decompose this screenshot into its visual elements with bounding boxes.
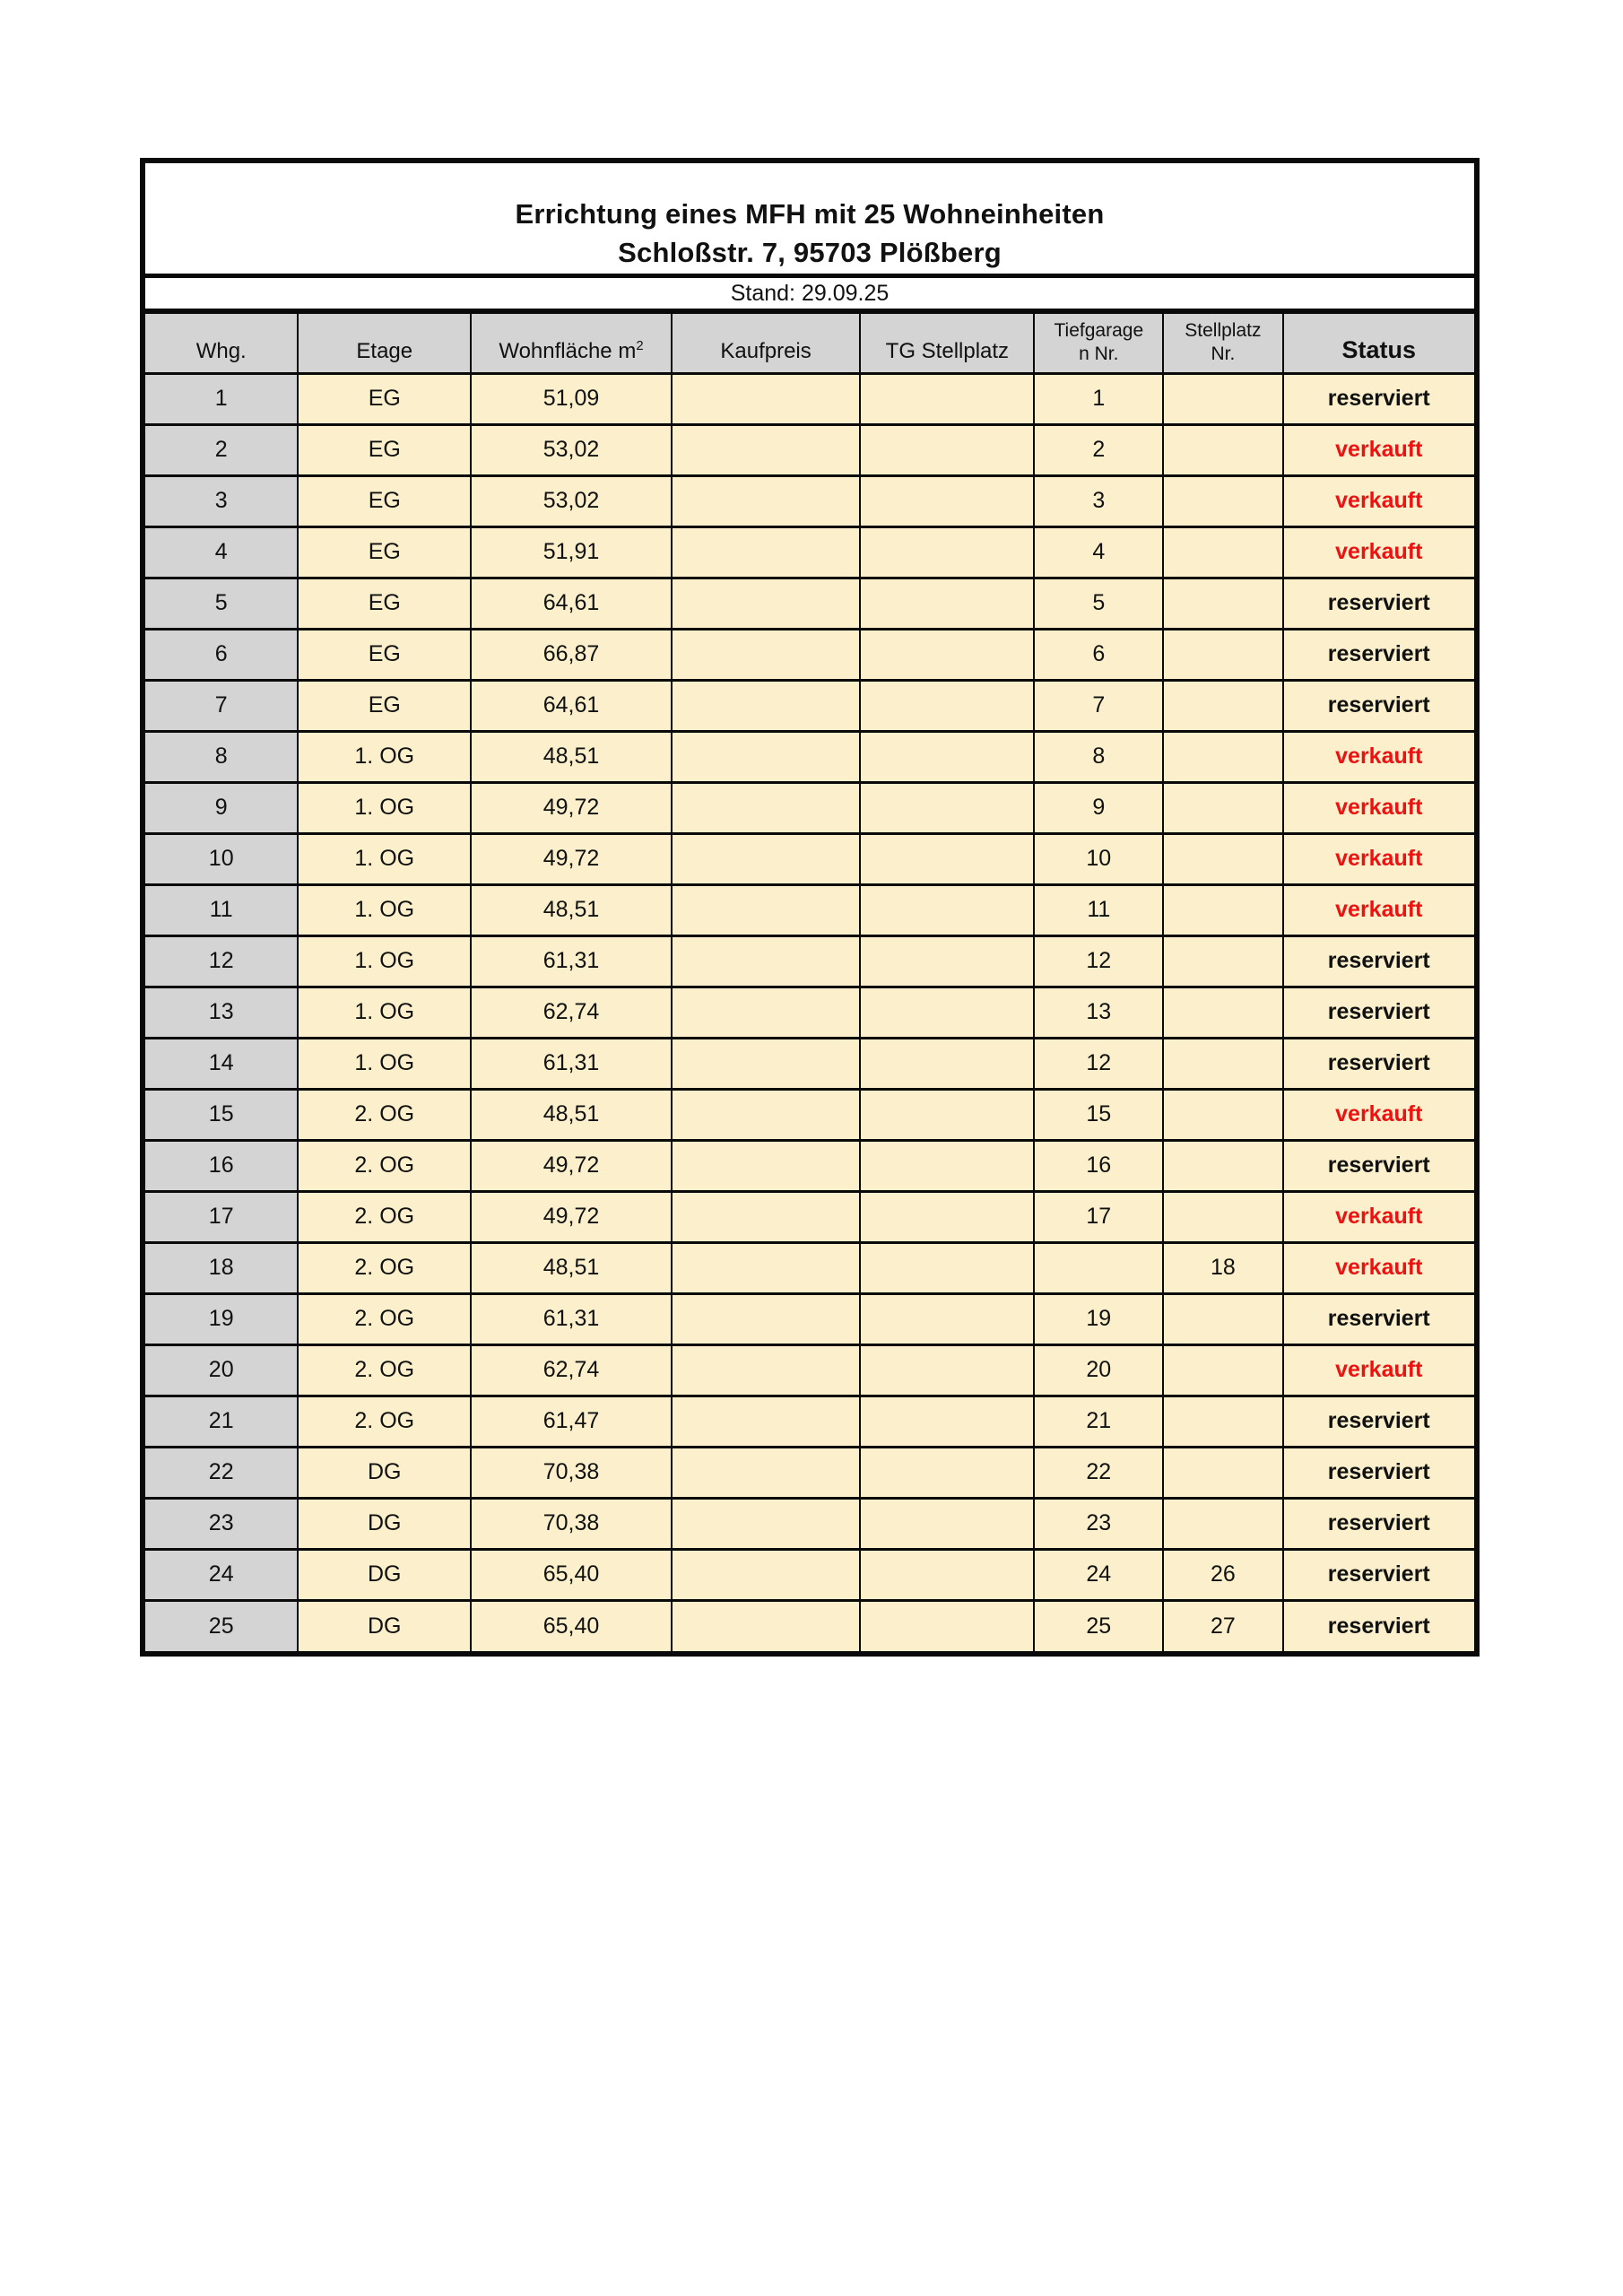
tg-stellplatz-cell xyxy=(860,1447,1034,1498)
etage-cell: 1. OG xyxy=(298,731,471,782)
table-row xyxy=(145,1293,1474,1344)
whg-cell: 10 xyxy=(145,833,298,884)
stellplatz-nr-cell xyxy=(1163,1498,1282,1549)
wohnflaeche-cell: 51,09 xyxy=(471,373,672,424)
table-row xyxy=(145,526,1474,578)
kaufpreis-cell xyxy=(672,935,860,987)
whg-cell: 8 xyxy=(145,731,298,782)
status-cell: reserviert xyxy=(1283,1038,1474,1089)
tiefgaragen-nr-cell: 11 xyxy=(1034,884,1163,935)
tiefgaragen-nr-cell: 16 xyxy=(1034,1140,1163,1191)
status-cell: reserviert xyxy=(1283,1498,1474,1549)
tg-stellplatz-cell xyxy=(860,373,1034,424)
status-cell: verkauft xyxy=(1283,884,1474,935)
etage-cell: 2. OG xyxy=(298,1089,471,1140)
wohnflaeche-cell: 53,02 xyxy=(471,475,672,526)
table-row xyxy=(145,629,1474,680)
tiefgaragen-nr-cell: 2 xyxy=(1034,424,1163,475)
tiefgaragen-nr-cell: 12 xyxy=(1034,1038,1163,1089)
tg-stellplatz-cell xyxy=(860,833,1034,884)
whg-cell: 19 xyxy=(145,1293,298,1344)
status-cell: reserviert xyxy=(1283,1396,1474,1447)
tg-stellplatz-cell xyxy=(860,1549,1034,1600)
stellplatz-nr-cell: 27 xyxy=(1163,1600,1282,1651)
units-table xyxy=(145,314,1474,1651)
table-row xyxy=(145,373,1474,424)
status-cell: reserviert xyxy=(1283,680,1474,731)
tg-stellplatz-cell xyxy=(860,1140,1034,1191)
status-cell: verkauft xyxy=(1283,1191,1474,1242)
whg-cell: 17 xyxy=(145,1191,298,1242)
whg-cell: 16 xyxy=(145,1140,298,1191)
etage-cell: EG xyxy=(298,578,471,629)
property-sales-sheet xyxy=(140,158,1480,1657)
kaufpreis-cell xyxy=(672,578,860,629)
status-cell: verkauft xyxy=(1283,833,1474,884)
table-header xyxy=(145,314,1474,373)
stellplatz-nr-cell: 18 xyxy=(1163,1242,1282,1293)
stellplatz-nr-cell xyxy=(1163,833,1282,884)
tg-stellplatz-cell xyxy=(860,629,1034,680)
status-cell: verkauft xyxy=(1283,731,1474,782)
kaufpreis-cell xyxy=(672,1344,860,1396)
title-box xyxy=(145,163,1474,278)
whg-cell: 6 xyxy=(145,629,298,680)
whg-cell: 4 xyxy=(145,526,298,578)
tg-stellplatz-cell xyxy=(860,884,1034,935)
tiefgaragen-nr-cell: 17 xyxy=(1034,1191,1163,1242)
whg-cell: 2 xyxy=(145,424,298,475)
wohnflaeche-cell: 61,31 xyxy=(471,935,672,987)
tiefgaragen-nr-cell: 6 xyxy=(1034,629,1163,680)
etage-cell: 1. OG xyxy=(298,987,471,1038)
kaufpreis-cell xyxy=(672,1549,860,1600)
wohnflaeche-cell: 66,87 xyxy=(471,629,672,680)
whg-cell: 5 xyxy=(145,578,298,629)
kaufpreis-cell xyxy=(672,1600,860,1651)
etage-cell: DG xyxy=(298,1549,471,1600)
stellplatz-nr-cell xyxy=(1163,680,1282,731)
whg-cell: 18 xyxy=(145,1242,298,1293)
etage-cell: 1. OG xyxy=(298,833,471,884)
etage-cell: 1. OG xyxy=(298,935,471,987)
table-row xyxy=(145,731,1474,782)
tiefgaragen-nr-cell: 22 xyxy=(1034,1447,1163,1498)
wohnflaeche-cell: 64,61 xyxy=(471,578,672,629)
wohnflaeche-cell: 65,40 xyxy=(471,1600,672,1651)
wohnflaeche-cell: 48,51 xyxy=(471,731,672,782)
etage-cell: 1. OG xyxy=(298,782,471,833)
kaufpreis-cell xyxy=(672,1396,860,1447)
stellplatz-nr-cell xyxy=(1163,1447,1282,1498)
whg-cell: 7 xyxy=(145,680,298,731)
stellplatz-nr-cell xyxy=(1163,884,1282,935)
column-header-wohnflaeche: Wohnfläche $m^2$ xyxy=(471,314,672,373)
tiefgaragen-nr-cell: 4 xyxy=(1034,526,1163,578)
status-cell: verkauft xyxy=(1283,475,1474,526)
wohnflaeche-cell: 65,40 xyxy=(471,1549,672,1600)
etage-cell: 1. OG xyxy=(298,1038,471,1089)
table-row xyxy=(145,1038,1474,1089)
etage-cell: EG xyxy=(298,475,471,526)
table-row xyxy=(145,884,1474,935)
wohnflaeche-cell: 62,74 xyxy=(471,987,672,1038)
stellplatz-nr-cell xyxy=(1163,424,1282,475)
stellplatz-nr-cell xyxy=(1163,935,1282,987)
wohnflaeche-cell: 53,02 xyxy=(471,424,672,475)
wohnflaeche-cell: 49,72 xyxy=(471,833,672,884)
column-header-etage: Etage xyxy=(298,314,471,373)
table-row xyxy=(145,987,1474,1038)
status-cell: verkauft xyxy=(1283,1344,1474,1396)
tiefgaragen-nr-cell: 21 xyxy=(1034,1396,1163,1447)
stellplatz-nr-cell xyxy=(1163,1293,1282,1344)
wohnflaeche-cell: 64,61 xyxy=(471,680,672,731)
tg-stellplatz-cell xyxy=(860,526,1034,578)
tg-stellplatz-cell xyxy=(860,1038,1034,1089)
tiefgaragen-nr-cell xyxy=(1034,1242,1163,1293)
etage-cell: 2. OG xyxy=(298,1293,471,1344)
table-body xyxy=(145,373,1474,1651)
tg-stellplatz-cell xyxy=(860,1242,1034,1293)
wohnflaeche-cell: 49,72 xyxy=(471,782,672,833)
etage-cell: 2. OG xyxy=(298,1140,471,1191)
tg-stellplatz-cell xyxy=(860,935,1034,987)
status-cell: reserviert xyxy=(1283,373,1474,424)
stellplatz-nr-cell xyxy=(1163,987,1282,1038)
tg-stellplatz-cell xyxy=(860,1498,1034,1549)
tg-stellplatz-cell xyxy=(860,1089,1034,1140)
status-cell: reserviert xyxy=(1283,1549,1474,1600)
tiefgaragen-nr-cell: 5 xyxy=(1034,578,1163,629)
wohnflaeche-cell: 70,38 xyxy=(471,1498,672,1549)
kaufpreis-cell xyxy=(672,1038,860,1089)
whg-cell: 15 xyxy=(145,1089,298,1140)
status-cell: reserviert xyxy=(1283,629,1474,680)
tg-stellplatz-cell xyxy=(860,731,1034,782)
stellplatz-nr-cell xyxy=(1163,578,1282,629)
stand-date-row xyxy=(145,278,1474,314)
status-cell: reserviert xyxy=(1283,1293,1474,1344)
stellplatz-nr-cell: 26 xyxy=(1163,1549,1282,1600)
etage-cell: 2. OG xyxy=(298,1344,471,1396)
tg-stellplatz-cell xyxy=(860,578,1034,629)
etage-cell: 1. OG xyxy=(298,884,471,935)
tiefgaragen-nr-cell: 10 xyxy=(1034,833,1163,884)
stellplatz-nr-cell xyxy=(1163,731,1282,782)
table-row xyxy=(145,782,1474,833)
kaufpreis-cell xyxy=(672,731,860,782)
tiefgaragen-nr-cell: 25 xyxy=(1034,1600,1163,1651)
tg-stellplatz-cell xyxy=(860,680,1034,731)
tiefgaragen-nr-cell: 3 xyxy=(1034,475,1163,526)
table-row xyxy=(145,424,1474,475)
status-cell: verkauft xyxy=(1283,782,1474,833)
table-row xyxy=(145,475,1474,526)
stand-date-label: Stand: 29.09.25 xyxy=(730,280,890,306)
status-cell: reserviert xyxy=(1283,1600,1474,1651)
table-row xyxy=(145,1498,1474,1549)
tg-stellplatz-cell xyxy=(860,1191,1034,1242)
etage-cell: EG xyxy=(298,680,471,731)
stellplatz-nr-cell xyxy=(1163,526,1282,578)
table-row xyxy=(145,1396,1474,1447)
table-row xyxy=(145,1447,1474,1498)
etage-cell: DG xyxy=(298,1600,471,1651)
tg-stellplatz-cell xyxy=(860,1600,1034,1651)
kaufpreis-cell xyxy=(672,1293,860,1344)
tiefgaragen-nr-cell: 1 xyxy=(1034,373,1163,424)
whg-cell: 9 xyxy=(145,782,298,833)
table-row xyxy=(145,1242,1474,1293)
column-header-status: Status xyxy=(1283,314,1474,373)
column-header-stellplatz-nr: Stellplatz Nr. xyxy=(1163,314,1282,373)
table-row xyxy=(145,1140,1474,1191)
wohnflaeche-cell: 51,91 xyxy=(471,526,672,578)
etage-cell: EG xyxy=(298,526,471,578)
whg-cell: 3 xyxy=(145,475,298,526)
wohnflaeche-cell: 61,47 xyxy=(471,1396,672,1447)
column-header-tiefgaragen-nr: Tiefgarage n Nr. xyxy=(1034,314,1163,373)
table-row xyxy=(145,1600,1474,1651)
tiefgaragen-nr-cell: 7 xyxy=(1034,680,1163,731)
table-row xyxy=(145,935,1474,987)
kaufpreis-cell xyxy=(672,833,860,884)
tiefgaragen-nr-cell: 24 xyxy=(1034,1549,1163,1600)
wohnflaeche-cell: 49,72 xyxy=(471,1191,672,1242)
status-cell: reserviert xyxy=(1283,1447,1474,1498)
tg-stellplatz-cell xyxy=(860,424,1034,475)
status-cell: reserviert xyxy=(1283,578,1474,629)
kaufpreis-cell xyxy=(672,424,860,475)
tg-stellplatz-cell xyxy=(860,987,1034,1038)
wohnflaeche-cell: 48,51 xyxy=(471,1089,672,1140)
etage-cell: 2. OG xyxy=(298,1242,471,1293)
wohnflaeche-cell: 48,51 xyxy=(471,884,672,935)
table-row xyxy=(145,1344,1474,1396)
table-row xyxy=(145,680,1474,731)
tg-stellplatz-cell xyxy=(860,475,1034,526)
header-row xyxy=(145,314,1474,373)
etage-cell: EG xyxy=(298,629,471,680)
kaufpreis-cell xyxy=(672,1242,860,1293)
wohnflaeche-cell: 61,31 xyxy=(471,1293,672,1344)
kaufpreis-cell xyxy=(672,1140,860,1191)
kaufpreis-cell xyxy=(672,475,860,526)
table-row xyxy=(145,1191,1474,1242)
whg-cell: 1 xyxy=(145,373,298,424)
tg-stellplatz-cell xyxy=(860,1293,1034,1344)
tg-stellplatz-cell xyxy=(860,782,1034,833)
stellplatz-nr-cell xyxy=(1163,1140,1282,1191)
whg-cell: 13 xyxy=(145,987,298,1038)
kaufpreis-cell xyxy=(672,1498,860,1549)
etage-cell: EG xyxy=(298,424,471,475)
tiefgaragen-nr-cell: 13 xyxy=(1034,987,1163,1038)
stellplatz-nr-cell xyxy=(1163,373,1282,424)
kaufpreis-cell xyxy=(672,680,860,731)
status-cell: reserviert xyxy=(1283,935,1474,987)
whg-cell: 14 xyxy=(145,1038,298,1089)
kaufpreis-cell xyxy=(672,884,860,935)
whg-cell: 20 xyxy=(145,1344,298,1396)
column-header-whg: Whg. xyxy=(145,314,298,373)
stellplatz-nr-cell xyxy=(1163,1089,1282,1140)
etage-cell: EG xyxy=(298,373,471,424)
status-cell: reserviert xyxy=(1283,1140,1474,1191)
stellplatz-nr-cell xyxy=(1163,1191,1282,1242)
kaufpreis-cell xyxy=(672,782,860,833)
tiefgaragen-nr-cell: 9 xyxy=(1034,782,1163,833)
squared-superscript: 2 xyxy=(636,339,644,354)
whg-cell: 24 xyxy=(145,1549,298,1600)
tiefgaragen-nr-cell: 19 xyxy=(1034,1293,1163,1344)
kaufpreis-cell xyxy=(672,1447,860,1498)
stellplatz-nr-cell xyxy=(1163,1038,1282,1089)
status-cell: verkauft xyxy=(1283,526,1474,578)
stellplatz-nr-cell xyxy=(1163,629,1282,680)
kaufpreis-cell xyxy=(672,373,860,424)
kaufpreis-cell xyxy=(672,987,860,1038)
etage-cell: 2. OG xyxy=(298,1396,471,1447)
etage-cell: DG xyxy=(298,1498,471,1549)
stellplatz-nr-cell xyxy=(1163,1396,1282,1447)
wohnflaeche-cell: 70,38 xyxy=(471,1447,672,1498)
status-cell: verkauft xyxy=(1283,424,1474,475)
status-cell: reserviert xyxy=(1283,987,1474,1038)
whg-cell: 11 xyxy=(145,884,298,935)
whg-cell: 21 xyxy=(145,1396,298,1447)
tiefgaragen-nr-cell: 15 xyxy=(1034,1089,1163,1140)
whg-cell: 22 xyxy=(145,1447,298,1498)
kaufpreis-cell xyxy=(672,629,860,680)
stellplatz-nr-cell xyxy=(1163,475,1282,526)
wohnflaeche-cell: 62,74 xyxy=(471,1344,672,1396)
table-row xyxy=(145,1089,1474,1140)
status-cell: verkauft xyxy=(1283,1242,1474,1293)
whg-cell: 23 xyxy=(145,1498,298,1549)
tiefgaragen-nr-cell: 23 xyxy=(1034,1498,1163,1549)
status-cell: verkauft xyxy=(1283,1089,1474,1140)
tg-stellplatz-cell xyxy=(860,1396,1034,1447)
tiefgaragen-nr-cell: 20 xyxy=(1034,1344,1163,1396)
tiefgaragen-nr-cell: 8 xyxy=(1034,731,1163,782)
column-header-kaufpreis: Kaufpreis xyxy=(672,314,860,373)
etage-cell: 2. OG xyxy=(298,1191,471,1242)
column-header-tg-stellplatz: TG Stellplatz xyxy=(860,314,1034,373)
table-row xyxy=(145,1549,1474,1600)
document-title-line1: Errichtung eines MFH mit 25 Wohneinheiten xyxy=(515,198,1105,230)
wohnflaeche-cell: 49,72 xyxy=(471,1140,672,1191)
tg-stellplatz-cell xyxy=(860,1344,1034,1396)
table-row xyxy=(145,578,1474,629)
kaufpreis-cell xyxy=(672,1089,860,1140)
whg-cell: 12 xyxy=(145,935,298,987)
document-title-line2: Schloßstr. 7, 95703 Plößberg xyxy=(618,237,1002,268)
whg-cell: 25 xyxy=(145,1600,298,1651)
etage-cell: DG xyxy=(298,1447,471,1498)
wohnflaeche-cell: 61,31 xyxy=(471,1038,672,1089)
kaufpreis-cell xyxy=(672,1191,860,1242)
kaufpreis-cell xyxy=(672,526,860,578)
tiefgaragen-nr-cell: 12 xyxy=(1034,935,1163,987)
table-row xyxy=(145,833,1474,884)
wohnflaeche-cell: 48,51 xyxy=(471,1242,672,1293)
stellplatz-nr-cell xyxy=(1163,782,1282,833)
stellplatz-nr-cell xyxy=(1163,1344,1282,1396)
